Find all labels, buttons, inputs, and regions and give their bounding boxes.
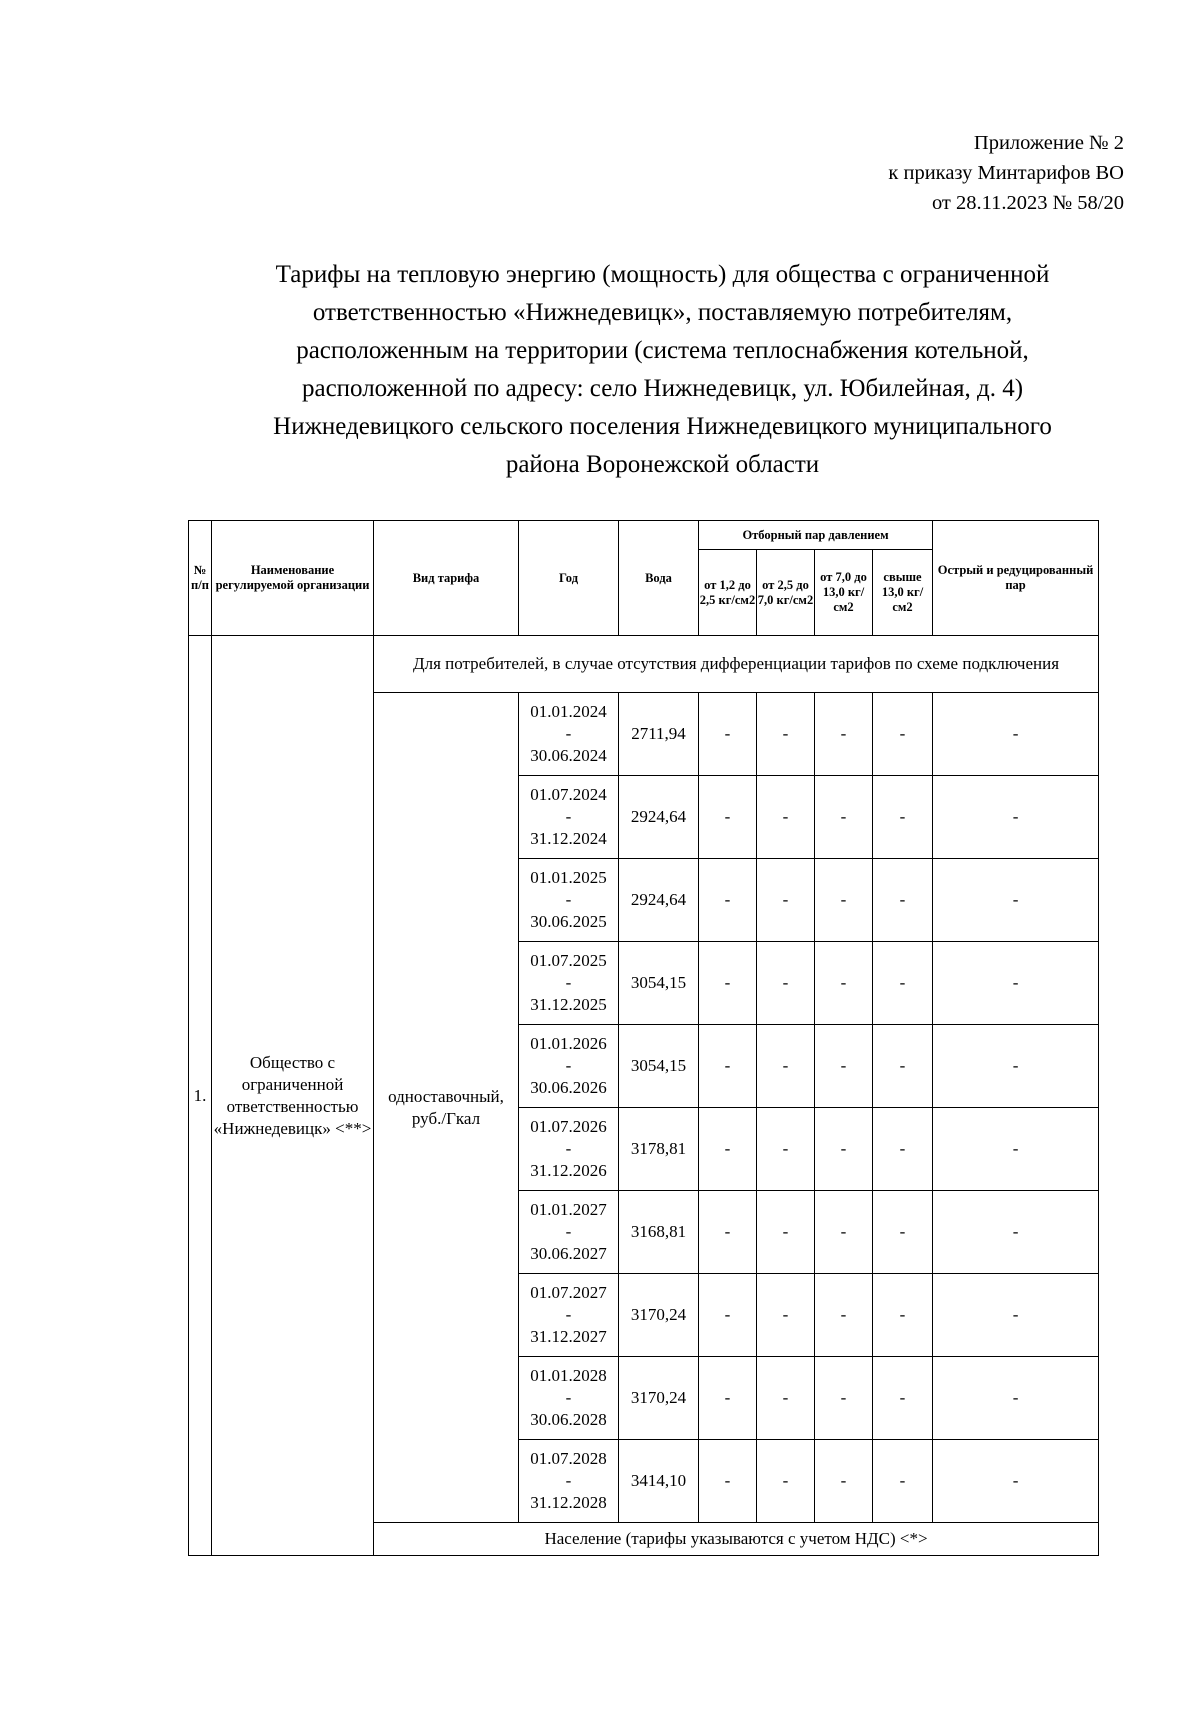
steam-4-value: - [873, 1357, 933, 1440]
steam-3-value: - [815, 1357, 873, 1440]
steam-3-value: - [815, 693, 873, 776]
period-end: 30.06.2026 [530, 1078, 607, 1097]
steam-3-value: - [815, 776, 873, 859]
period-separator: - [565, 890, 572, 909]
period-cell [519, 1440, 619, 1523]
period-start: 01.01.2028 [530, 1366, 607, 1385]
title-line-6: района Воронежской области [505, 451, 820, 478]
steam-4-value: - [873, 776, 933, 859]
period-end: 31.12.2026 [530, 1161, 607, 1180]
period-start: 01.07.2025 [530, 951, 607, 970]
steam-2-value: - [757, 776, 815, 859]
header-row-1 [189, 521, 1099, 550]
period-separator: - [565, 1139, 572, 1158]
water-tariff: 2924,64 [619, 776, 699, 859]
steam-4-value: - [873, 859, 933, 942]
header-steam-1: от 1,2 до 2,5 кг/см2 [699, 550, 757, 636]
title-line-5: Нижнедевицкого сельского поселения Нижнедевицкого муниципального [273, 413, 1052, 440]
steam-2-value: - [757, 1274, 815, 1357]
appendix-block [888, 128, 1124, 218]
title-line-1: Тарифы на тепловую энергию (мощность) для общества с ограниченной [275, 261, 1050, 288]
period-end: 31.12.2027 [530, 1327, 607, 1346]
sharp-steam-value: - [933, 1274, 1099, 1357]
steam-4-value: - [873, 1440, 933, 1523]
period-end: 30.06.2025 [530, 912, 607, 931]
sharp-steam-value: - [933, 776, 1099, 859]
steam-3-value: - [815, 1025, 873, 1108]
period-start: 01.01.2024 [530, 702, 607, 721]
steam-1-value: - [699, 1274, 757, 1357]
water-tariff: 3168,81 [619, 1191, 699, 1274]
sharp-steam-value: - [933, 1357, 1099, 1440]
steam-2-value: - [757, 1191, 815, 1274]
period-separator: - [565, 724, 572, 743]
appendix-line-2: к приказу Минтарифов ВО [888, 162, 1124, 184]
steam-3-value: - [815, 1440, 873, 1523]
period-start: 01.01.2027 [530, 1200, 607, 1219]
tariff-type: одноставочный, руб./Гкал [374, 693, 519, 1523]
period-cell [519, 776, 619, 859]
period-start: 01.07.2026 [530, 1117, 607, 1136]
sharp-steam-value: - [933, 1108, 1099, 1191]
period-cell [519, 1108, 619, 1191]
title-line-3: расположенным на территории (система теплоснабжения котельной, [296, 337, 1029, 364]
steam-4-value: - [873, 693, 933, 776]
period-cell [519, 1274, 619, 1357]
steam-4-value: - [873, 1108, 933, 1191]
period-start: 01.01.2025 [530, 868, 607, 887]
tariff-body [189, 636, 1099, 1556]
steam-3-value: - [815, 942, 873, 1025]
header-steam-2: от 2,5 до 7,0 кг/см2 [757, 550, 815, 636]
row-number: 1. [189, 636, 212, 1556]
sharp-steam-value: - [933, 942, 1099, 1025]
sharp-steam-value: - [933, 1025, 1099, 1108]
title-line-2: ответственностью «Нижнедевицк», поставляемую потребителям, [312, 299, 1013, 326]
period-end: 30.06.2028 [530, 1410, 607, 1429]
steam-2-value: - [757, 859, 815, 942]
water-tariff: 3054,15 [619, 942, 699, 1025]
sharp-steam-value: - [933, 1191, 1099, 1274]
water-tariff: 3414,10 [619, 1440, 699, 1523]
period-start: 01.01.2026 [530, 1034, 607, 1053]
period-separator: - [565, 1222, 572, 1241]
period-cell [519, 1191, 619, 1274]
sharp-steam-value: - [933, 693, 1099, 776]
header-steam-4: свыше 13,0 кг/см2 [873, 550, 933, 636]
water-tariff: 3054,15 [619, 1025, 699, 1108]
section-row [189, 636, 1099, 693]
steam-1-value: - [699, 1440, 757, 1523]
water-tariff: 3170,24 [619, 1274, 699, 1357]
steam-1-value: - [699, 1191, 757, 1274]
water-tariff: 3178,81 [619, 1108, 699, 1191]
period-end: 31.12.2025 [530, 995, 607, 1014]
header-steam-group: Отборный пар давлением [699, 521, 933, 550]
period-end: 31.12.2028 [530, 1493, 607, 1512]
title-line-4: расположенной по адресу: село Нижнедевицк, ул. Юбилейная, д. 4) [301, 375, 1024, 402]
header-sharp-steam: Острый и редуцированный пар [933, 521, 1099, 636]
period-cell [519, 1357, 619, 1440]
steam-4-value: - [873, 942, 933, 1025]
document-title [190, 256, 1135, 484]
header-tariff-type: Вид тарифа [374, 521, 519, 636]
steam-3-value: - [815, 859, 873, 942]
steam-1-value: - [699, 859, 757, 942]
steam-4-value: - [873, 1025, 933, 1108]
period-cell [519, 942, 619, 1025]
period-separator: - [565, 1305, 572, 1324]
steam-4-value: - [873, 1274, 933, 1357]
period-separator: - [565, 1056, 572, 1075]
period-separator: - [565, 1388, 572, 1407]
period-cell [519, 859, 619, 942]
water-tariff: 2924,64 [619, 859, 699, 942]
water-tariff: 2711,94 [619, 693, 699, 776]
steam-2-value: - [757, 1357, 815, 1440]
steam-1-value: - [699, 693, 757, 776]
period-cell [519, 1025, 619, 1108]
header-org: Наименование регулируемой организации [212, 521, 374, 636]
period-end: 31.12.2024 [530, 829, 607, 848]
period-end: 30.06.2027 [530, 1244, 607, 1263]
period-separator: - [565, 973, 572, 992]
period-end: 30.06.2024 [530, 746, 607, 765]
sharp-steam-value: - [933, 859, 1099, 942]
steam-2-value: - [757, 1108, 815, 1191]
period-separator: - [565, 1471, 572, 1490]
appendix-line-1: Приложение № 2 [973, 132, 1124, 154]
population-title: Население (тарифы указываются с учетом НДС) <*> [374, 1523, 1099, 1556]
header-water: Вода [619, 521, 699, 636]
steam-2-value: - [757, 693, 815, 776]
steam-3-value: - [815, 1108, 873, 1191]
water-tariff: 3170,24 [619, 1357, 699, 1440]
steam-1-value: - [699, 1108, 757, 1191]
org-name: Общество с ограниченной ответственностью «Нижнедевицк» <**> [212, 636, 374, 1556]
steam-1-value: - [699, 1357, 757, 1440]
header-steam-3: от 7,0 до 13,0 кг/см2 [815, 550, 873, 636]
period-cell [519, 693, 619, 776]
header-year: Год [519, 521, 619, 636]
appendix-line-3: от 28.11.2023 № 58/20 [931, 192, 1124, 214]
steam-2-value: - [757, 942, 815, 1025]
steam-2-value: - [757, 1440, 815, 1523]
period-start: 01.07.2027 [530, 1283, 607, 1302]
header-num: № п/п [189, 521, 212, 636]
steam-4-value: - [873, 1191, 933, 1274]
sharp-steam-value: - [933, 1440, 1099, 1523]
period-start: 01.07.2028 [530, 1449, 607, 1468]
section-title: Для потребителей, в случае отсутствия дифференциации тарифов по схеме подключения [374, 636, 1099, 693]
steam-1-value: - [699, 776, 757, 859]
steam-1-value: - [699, 942, 757, 1025]
steam-3-value: - [815, 1191, 873, 1274]
period-start: 01.07.2024 [530, 785, 607, 804]
period-separator: - [565, 807, 572, 826]
tariff-table [188, 520, 1099, 1556]
steam-3-value: - [815, 1274, 873, 1357]
steam-2-value: - [757, 1025, 815, 1108]
steam-1-value: - [699, 1025, 757, 1108]
